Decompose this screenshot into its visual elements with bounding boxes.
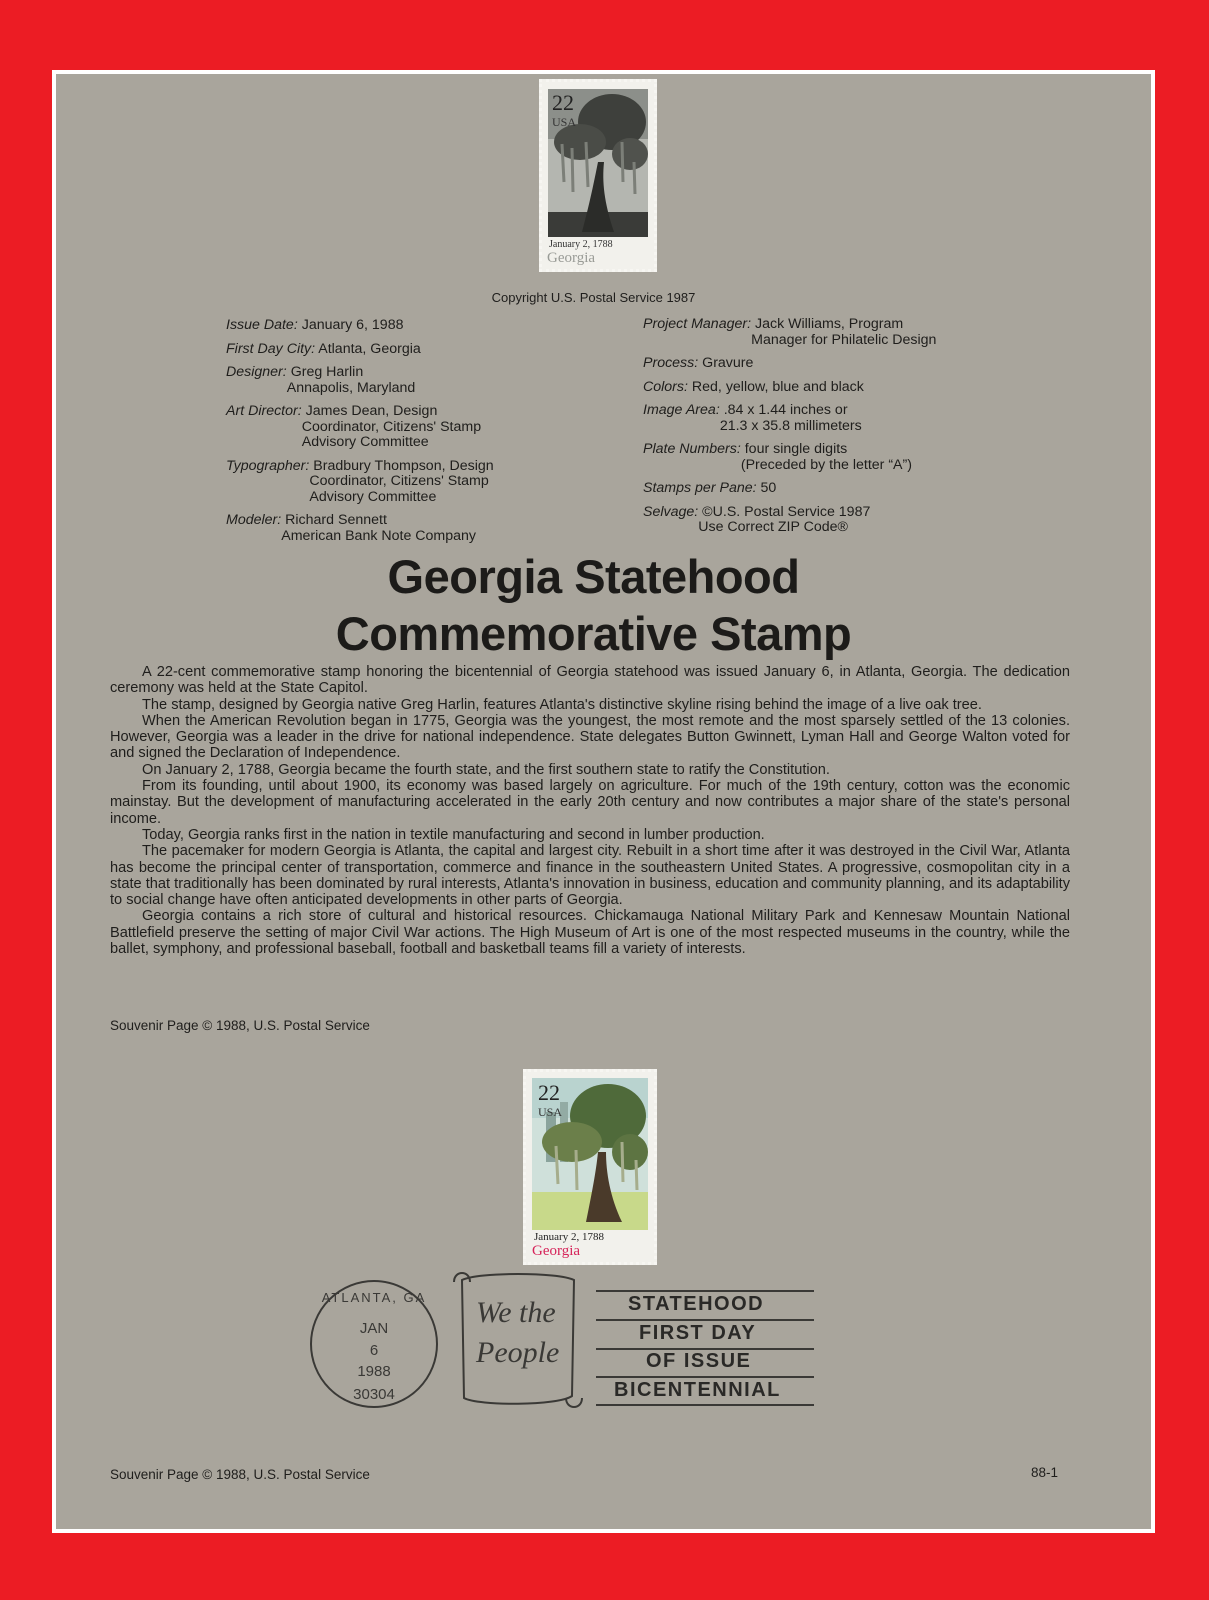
detail-continuation: Coordinator, Citizens' Stamp <box>301 418 482 435</box>
detail-value: four single digits <box>744 441 848 457</box>
copyright-line: Copyright U.S. Postal Service 1987 <box>491 290 696 305</box>
body-paragraph: A 22-cent commemorative stamp honoring the bicentennial of Georgia statehood was issued January 6, in Atlanta, Georgia. The dedication ceremony was held at the State Capitol. <box>110 664 1070 697</box>
cachet-rule-2 <box>596 1319 814 1321</box>
detail-entry <box>643 380 1063 396</box>
body-paragraph: When the American Revolution began in 1775, Georgia was the youngest, the most remote and the most sparsely settled of the 13 colonies. However, Georgia was a leader in the drive for national independence. State delegates Button Gwinnett, Lyman Hall and George Walton voted for and signed the Declaration of Independence. <box>110 712 1070 762</box>
detail-entry <box>226 513 626 544</box>
bottom-stamp-country: USA <box>538 1105 563 1119</box>
detail-label: Stamps per Pane: <box>643 480 757 496</box>
detail-entry <box>643 442 1063 473</box>
detail-line <box>226 365 626 381</box>
detail-continuation: Coordinator, Citizens' Stamp <box>309 473 489 489</box>
bottom-stamp-name: Georgia <box>532 1243 581 1259</box>
detail-line <box>226 513 626 529</box>
detail-entry <box>226 342 626 358</box>
postmark-zip: 30304 <box>353 1386 395 1403</box>
detail-line <box>226 318 626 334</box>
detail-entry <box>226 459 626 506</box>
detail-value: Red, yellow, blue and black <box>691 378 864 395</box>
detail-entry <box>643 505 1063 536</box>
detail-value: Atlanta, Georgia <box>318 340 421 357</box>
detail-line <box>643 481 1063 497</box>
body-paragraph: Today, Georgia ranks first in the nation in textile manufacturing and second in lumber production. <box>142 826 765 843</box>
top-stamp-country: USA <box>552 115 577 129</box>
detail-continuation: American Bank Note Company <box>281 527 477 544</box>
detail-continuation: Use Correct ZIP Code® <box>698 519 849 535</box>
postmark-day: 6 <box>369 1342 379 1359</box>
detail-entry <box>226 318 626 334</box>
page-title-line-2: Commemorative Stamp <box>335 607 852 660</box>
cachet-line-2: FIRST DAY <box>639 1322 757 1344</box>
scroll-line-1: We the <box>476 1296 556 1329</box>
detail-entry <box>643 403 1063 434</box>
detail-label: Colors: <box>643 378 688 395</box>
detail-value: January 6, 1988 <box>301 317 404 333</box>
scroll-line-2: People <box>476 1336 560 1369</box>
body-text <box>110 664 1070 957</box>
detail-line <box>643 317 1063 333</box>
souvenir-page <box>56 74 1151 1529</box>
detail-value: ©U.S. Postal Service 1987 <box>702 503 871 520</box>
detail-line <box>643 505 1063 521</box>
detail-label: Selvage: <box>643 503 699 520</box>
bottom-stamp <box>523 1069 657 1265</box>
cachet-line-4: BICENTENNIAL <box>614 1379 781 1401</box>
detail-line <box>226 342 626 358</box>
postmark-month: JAN <box>359 1320 389 1337</box>
detail-value: 50 <box>760 480 777 496</box>
detail-continuation: (Preceded by the letter “A”) <box>740 456 912 473</box>
detail-label: Designer: <box>226 364 287 380</box>
footer-page-number: 88-1 <box>1031 1465 1059 1480</box>
bottom-stamp-date: January 2, 1788 <box>534 1231 604 1243</box>
detail-continuation: 21.3 x 35.8 millimeters <box>719 417 862 434</box>
bottom-stamp-denomination: 22 <box>538 1080 560 1105</box>
detail-line <box>643 442 1063 458</box>
detail-line <box>643 380 1063 396</box>
cachet-rule-5 <box>596 1404 814 1406</box>
detail-continuation: Annapolis, Maryland <box>286 379 416 396</box>
detail-value: Gravure <box>702 355 754 371</box>
detail-value: Richard Sennett <box>285 512 387 528</box>
detail-label: Plate Numbers: <box>643 441 741 457</box>
detail-label: Process: <box>643 355 699 371</box>
details-right-column <box>643 317 1063 544</box>
detail-line <box>643 403 1063 419</box>
detail-value: Bradbury Thompson, Design <box>313 457 494 474</box>
detail-label: Typographer: <box>226 457 310 474</box>
detail-line <box>643 356 1063 372</box>
top-stamp-date: January 2, 1788 <box>549 239 613 250</box>
detail-continuation: Advisory Committee <box>301 434 429 450</box>
detail-entry <box>643 356 1063 372</box>
detail-continuation: Manager for Philatelic Design <box>751 331 937 348</box>
cachet-line-1: STATEHOOD <box>628 1293 765 1315</box>
details-left-column <box>226 318 626 552</box>
detail-label: Project Manager: <box>643 316 752 332</box>
footer-left: Souvenir Page © 1988, U.S. Postal Service <box>110 1467 370 1482</box>
cachet-rule-1 <box>596 1290 814 1292</box>
body-paragraph: The pacemaker for modern Georgia is Atlanta, the capital and largest city. Rebuilt in a short time after it was destroyed in the Civil War, Atlanta has become the principal center of transportation, commerce and finance in the southeastern United States. A progressive, cosmopolitan city in a state that traditionally has been dominated by rural interests, Atlanta's innovation in business, education and community planning, and its adaptability to social change have often anticipated developments in other parts of Georgia. <box>110 843 1070 909</box>
detail-entry <box>226 404 626 451</box>
top-stamp-name: Georgia <box>547 250 596 266</box>
page-title-line-1: Georgia Statehood <box>387 550 800 603</box>
detail-label: Issue Date: <box>226 317 298 333</box>
detail-line <box>226 459 626 475</box>
detail-label: First Day City: <box>226 340 316 357</box>
body-paragraph: The stamp, designed by Georgia native Greg Harlin, features Atlanta's distinctive skyline rising behind the image of a live oak tree. <box>142 696 982 713</box>
detail-value: Jack Williams, Program <box>755 316 904 332</box>
body-paragraph: Georgia contains a rich store of cultural and historical resources. Chickamauga National Military Park and Kennesaw Mountain National Battlefield preserve the setting of major Civil War actions. The High Museum of Art is one of the most respected museums in the country, while the ballet, symphony, and professional baseball, football and basketball teams fill a variety of interests. <box>110 908 1070 958</box>
detail-entry <box>643 317 1063 348</box>
we-the-people-scroll <box>448 1266 588 1416</box>
postmark <box>308 1278 440 1410</box>
detail-value: Greg Harlin <box>290 364 364 380</box>
detail-entry <box>226 365 626 396</box>
top-stamp <box>539 79 657 272</box>
cachet-rule-4 <box>596 1376 814 1378</box>
body-paragraph: From its founding, until about 1900, its economy was based largely on agriculture. For much of the 19th century, cotton was the economic mainstay. But the development of manufacturing accelerated in the early 20th century and now contributes a major share of the state's personal income. <box>110 778 1070 827</box>
postmark-city: ATLANTA, GA <box>321 1290 427 1305</box>
souvenir-note: Souvenir Page © 1988, U.S. Postal Service <box>110 1018 370 1033</box>
detail-label: Modeler: <box>226 512 282 528</box>
detail-label: Art Director: <box>226 403 302 419</box>
detail-entry <box>643 481 1063 497</box>
detail-label: Image Area: <box>643 402 720 418</box>
detail-continuation: Advisory Committee <box>309 488 437 505</box>
top-stamp-denomination: 22 <box>552 90 574 115</box>
detail-value: .84 x 1.44 inches or <box>723 402 848 418</box>
postmark-year: 1988 <box>357 1363 391 1380</box>
cachet-line-3: OF ISSUE <box>646 1350 752 1372</box>
detail-line <box>226 404 626 420</box>
detail-value: James Dean, Design <box>305 403 438 419</box>
body-paragraph: On January 2, 1788, Georgia became the fourth state, and the first southern state to ratify the Constitution. <box>142 761 830 778</box>
